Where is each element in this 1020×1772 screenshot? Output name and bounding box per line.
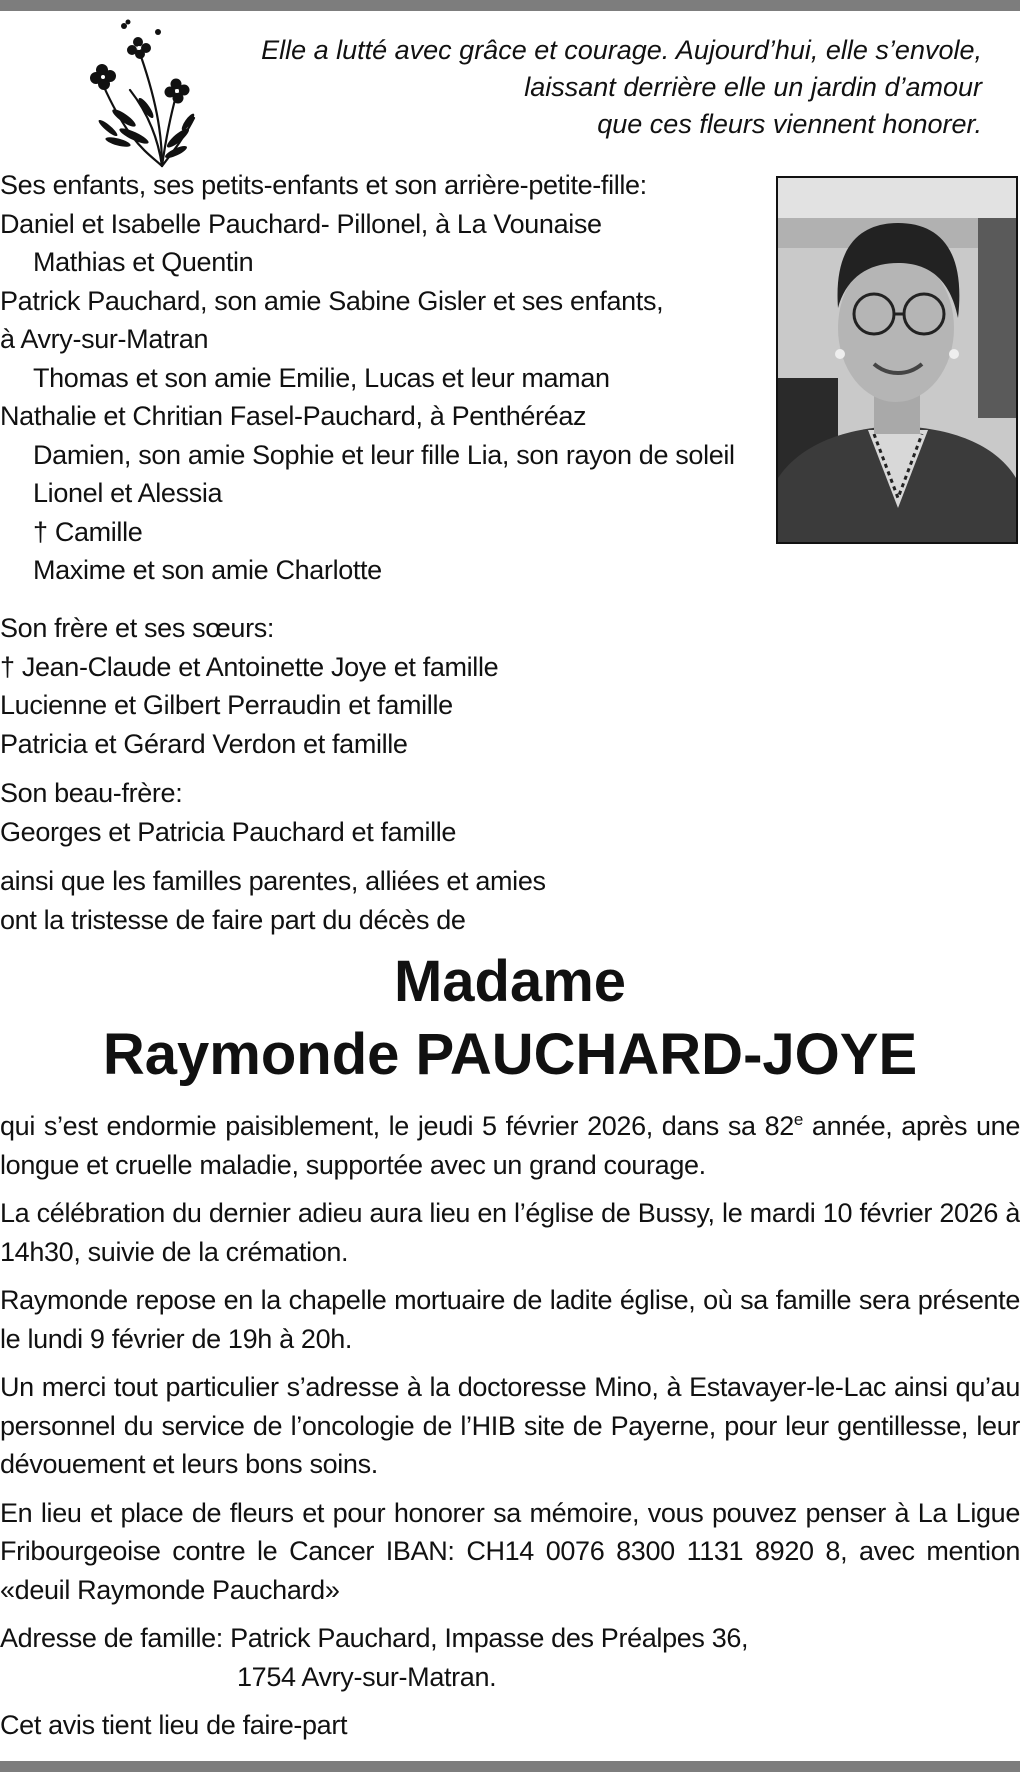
family-line: Nathalie et Chritian Fasel-Pauchard, à Penthéréaz [0, 401, 587, 431]
death-text-end: année, après une longue et cruelle maladie, supportée avec un grand courage. [0, 1111, 1020, 1180]
children-heading: Ses enfants, ses petits-enfants et son arrière-petite-fille: [0, 170, 647, 200]
closing-section [0, 862, 546, 939]
epigraph [222, 32, 982, 143]
family-line: Maxime et son amie Charlotte [33, 555, 382, 585]
family-line: Lionel et Alessia [33, 478, 223, 508]
brother-in-law-heading: Son beau-frère: [0, 778, 183, 808]
bottom-border [0, 1761, 1020, 1772]
family-line: à Avry-sur-Matran [0, 324, 209, 354]
rest-paragraph: Raymonde repose en la chapelle mortuaire de ladite église, où sa famille sera présente le lundi 9 février de 19h à 20h. [0, 1285, 1020, 1354]
sibling-line-deceased: † Jean-Claude et Antoinette Joye et famille [0, 651, 499, 682]
family-line: Daniel et Isabelle Pauchard- Pillonel, à La Vounaise [0, 208, 602, 239]
death-text-start: qui s’est endormie paisiblement, le jeudi 5 février 2026, dans sa 82 [0, 1111, 794, 1141]
sibling-line: Patricia et Gérard Verdon et famille [0, 728, 408, 759]
notice-body [0, 1107, 1020, 1745]
brother-in-law-line: Georges et Patricia Pauchard et famille [0, 816, 457, 847]
siblings-section [0, 609, 498, 763]
family-line-deceased: † Camille [33, 516, 143, 547]
epigraph-line: laissant derrière elle un jardin d’amour [524, 72, 982, 102]
family-address-line2: 1754 Avry-sur-Matran. [237, 1661, 497, 1692]
family-address-line1: Adresse de famille: Patrick Pauchard, Impasse des Préalpes 36, [0, 1623, 749, 1653]
family-line: Thomas et son amie Emilie, Lucas et leur maman [33, 362, 610, 393]
deceased-title: Madame [393, 949, 627, 1014]
flower-ornament-icon [88, 18, 200, 168]
donation-paragraph: En lieu et place de fleurs et pour honorer sa mémoire, vous pouvez penser à La Ligue Fribourgeoise contre le Cancer IBAN: CH14 0076 8300 1131 8920 8, avec mention «deuil Raymonde Pauchard» [0, 1497, 1020, 1605]
deceased-name: Raymonde PAUCHARD-JOYE [102, 1022, 918, 1087]
family-line: Damien, son amie Sophie et leur fille Lia, son rayon de soleil [33, 439, 735, 470]
epigraph-line: que ces fleurs viennent honorer. [597, 109, 982, 139]
closing-line: ainsi que les familles parentes, alliées et amies [0, 866, 546, 896]
ordinal-suffix: e [793, 1110, 804, 1129]
siblings-heading: Son frère et ses sœurs: [0, 613, 275, 643]
thanks-paragraph: Un merci tout particulier s’adresse à la doctoresse Mino, à Estavayer-le-Lac ainsi qu’au personnel du service de l’oncologie de l’HIB site de Payerne, pour leur gentillesse, leur dévouement et leurs bons soins. [0, 1372, 1020, 1479]
top-border [0, 0, 1020, 11]
footer-note: Cet avis tient lieu de faire-part [0, 1710, 348, 1740]
family-line: Mathias et Quentin [33, 247, 254, 277]
epigraph-line: Elle a lutté avec grâce et courage. Aujourd’hui, elle s’envole, [261, 35, 982, 65]
family-line: Patrick Pauchard, son amie Sabine Gisler et ses enfants, [0, 285, 664, 316]
family-section [0, 166, 735, 590]
portrait-photo [776, 176, 1018, 544]
brother-in-law-section [0, 774, 456, 851]
death-paragraph [0, 1107, 1020, 1184]
sibling-line: Lucienne et Gilbert Perraudin et famille [0, 690, 453, 720]
closing-line: ont la tristesse de faire part du décès de [0, 904, 466, 935]
ceremony-paragraph: La célébration du dernier adieu aura lieu en l’église de Bussy, le mardi 10 février 2026 à 14h30, suivie de la crémation. [0, 1198, 1020, 1267]
